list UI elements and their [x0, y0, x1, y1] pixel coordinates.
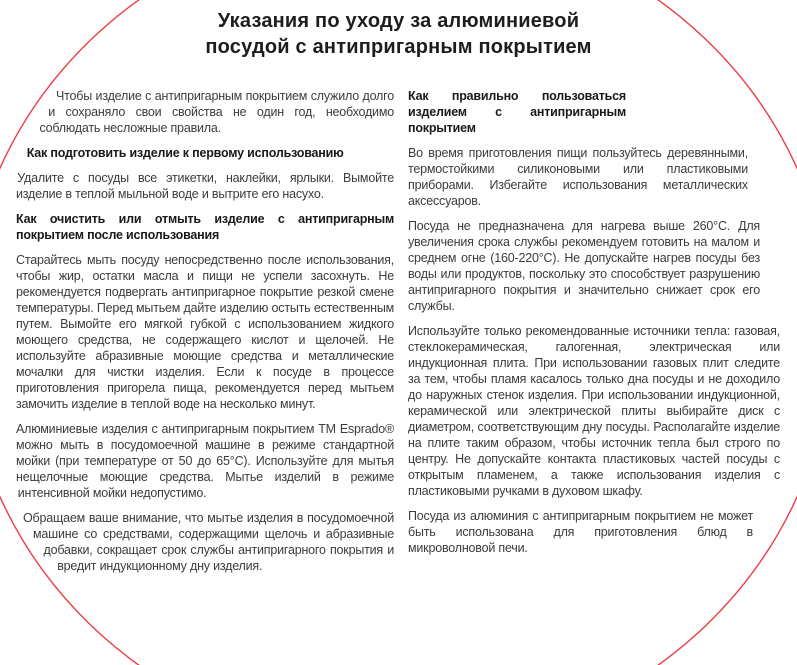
page-title-line-2: посудой с антипригарным покрытием [205, 36, 592, 58]
first-use-paragraph: Удалите с посуды все этикетки, наклейки, ярлыки. Вымойте изделие в теплой мыльной воде и вытрите его насухо. [16, 171, 394, 201]
right-column [408, 88, 788, 665]
heading-cleaning: Как очистить или отмыть изделие с антипригарным покрытием после использования [16, 212, 394, 242]
page-title-line-1: Указания по уходу за алюминиевой [217, 10, 580, 32]
heat-sources-paragraph: Используйте только рекомендованные источники тепла: газовая, стеклокерамическая, галогенная, электрическая или индукционная плита. При использовании газовых плит следите за тем, чтобы пламя касалось только дна посуды и не доходило до наружных стенок изделия. При использовании индукционной, керамической или электрической плиты выбирайте диск с диаметром, соответствующим дну посуды. Располагайте изделие на плите таким образом, чтобы источник тепла был строго по центру. Не допускайте контакта пластиковых частей посуды с открытым пламенем, а также использования изделия с пластиковыми ручками в духовом шкафу. [408, 324, 780, 498]
microwave-paragraph: Посуда из алюминия с антипригарным покрытием не может быть использована для приготовления блюд в микроволновой печи. [408, 509, 753, 555]
cleaning-paragraph: Старайтесь мыть посуду непосредственно после использования, чтобы жир, остатки масла и пищи не успели засохнуть. Не рекомендуется подвергать антипригарное покрытие резкой смене температуры. Перед мытьем дайте изделию остыть естественным путем. Вымойте его мягкой губкой с использованием жидкого моющего средства, не содержащего кислот и щелочей. Не используйте абразивные моющие средства и металлические мочалки для чистки изделия. Если к посуде в процессе приготовления пригорела пища, рекомендуется перед мытьем замочить изделие в теплой воде на несколько минут. [16, 253, 394, 411]
page-title [0, 8, 797, 60]
left-column [8, 88, 394, 665]
dishwasher-paragraph: Алюминиевые изделия с антипригарным покрытием ТМ Esprado® можно мыть в посудомоечной машине в режиме стандартной мойки (при температуре от 50 до 65°С). Используйте для мытья нещелочные моющие средства. Мытье изделий в режиме интенсивной мойки недопустимо. [16, 422, 394, 500]
heading-first-use: Как подготовить изделие к первому использованию [26, 146, 344, 160]
dishwasher-warning-paragraph: Обращаем ваше внимание, что мытье изделия в посудомоечной машине со средствами, содержащими щелочь и абразивные добавки, сокращает срок службы антипригарного покрытия и вредит индукционному дну изделия. [23, 511, 394, 573]
utensils-paragraph: Во время приготовления пищи пользуйтесь деревянными, термостойкими силиконовыми или пластиковыми приборами. Избегайте использования металлических аксессуаров. [408, 146, 748, 208]
heat-limit-paragraph: Посуда не предназначена для нагрева выше 260°С. Для увеличения срока службы рекомендуем готовить на малом и среднем огне (160-220°С). Не допускайте нагрев посуды без воды или продуктов, поскольку это способствует разрушению антипригарного покрытия и значительно снижает срок его службы. [408, 219, 760, 313]
heading-usage: Как правильно пользоваться изделием с антипригарным покрытием [408, 89, 626, 135]
intro-paragraph: Чтобы изделие с антипригарным покрытием служило долго и сохраняло свои свойства не один год, необходимо соблюдать несложные правила. [39, 89, 394, 135]
